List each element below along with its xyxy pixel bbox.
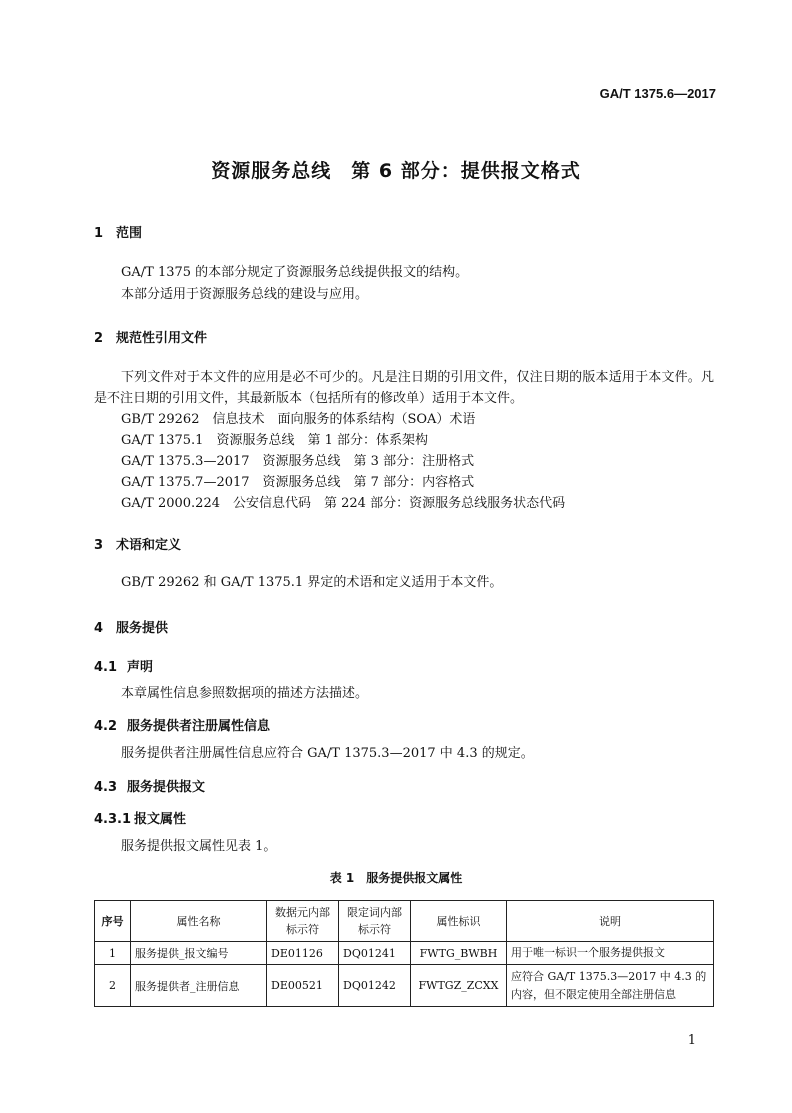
document-code: GA/T 1375.6—2017 xyxy=(599,86,716,101)
paragraph: 本章属性信息参照数据项的描述方法描述。 xyxy=(121,686,369,701)
section-number: 2 xyxy=(94,331,104,346)
section-number: 4.3 xyxy=(94,780,118,795)
section-title: 声明 xyxy=(127,660,154,675)
section-4-3-heading xyxy=(94,776,205,795)
reference-item: GA/T 1375.7—2017 资源服务总线 第 7 部分：内容格式 xyxy=(121,475,475,490)
section-number: 4.1 xyxy=(94,660,118,675)
header-cell: 序号 xyxy=(95,901,131,942)
table-cell: 服务提供_报文编号 xyxy=(131,942,267,965)
paragraph: 服务提供报文属性见表 1。 xyxy=(121,839,277,854)
paragraph: GB/T 29262 和 GA/T 1375.1 界定的术语和定义适用于本文件。 xyxy=(121,575,503,590)
table-cell: 1 xyxy=(95,942,131,965)
table-cell: 2 xyxy=(95,965,131,1007)
header-cell: 数据元内部标示符 xyxy=(267,901,339,942)
section-title: 规范性引用文件 xyxy=(116,331,208,346)
paragraph: 下列文件对于本文件的应用是必不可少的。凡是注日期的引用文件，仅注日期的版本适用于本文件。凡是不注日期的引用文件，其最新版本（包括所有的修改单）适用于本文件。 xyxy=(94,370,714,406)
table-cell: 应符合 GA/T 1375.3—2017 中 4.3 的内容，但不限定使用全部注册信息 xyxy=(507,965,714,1007)
section-title: 报文属性 xyxy=(134,812,187,827)
properties-table xyxy=(94,900,714,1007)
header-cell: 属性名称 xyxy=(131,901,267,942)
section-4-1-heading xyxy=(94,656,153,675)
section-4-3-1-heading xyxy=(94,808,186,827)
paragraph: 服务提供者注册属性信息应符合 GA/T 1375.3—2017 中 4.3 的规定。 xyxy=(121,746,534,761)
section-number: 4 xyxy=(94,621,104,636)
paragraph: GA/T 1375 的本部分规定了资源服务总线提供报文的结构。 xyxy=(121,265,469,280)
section-title: 范围 xyxy=(116,226,143,241)
page-number: 1 xyxy=(687,1033,696,1048)
table-cell: 用于唯一标识一个服务提供报文 xyxy=(507,942,714,965)
table-cell: 服务提供者_注册信息 xyxy=(131,965,267,1007)
table-cell: FWTGZ_ZCXX xyxy=(411,965,507,1007)
table-cell: DE00521 xyxy=(267,965,339,1007)
section-number: 3 xyxy=(94,538,104,553)
section-title: 术语和定义 xyxy=(116,538,182,553)
section-4-2-heading xyxy=(94,715,270,734)
section-title: 服务提供 xyxy=(116,621,169,636)
table-cell: DQ01242 xyxy=(339,965,411,1007)
reference-item: GB/T 29262 信息技术 面向服务的体系结构（SOA）术语 xyxy=(121,412,476,427)
table-cell: FWTG_BWBH xyxy=(411,942,507,965)
table-header-row xyxy=(95,901,714,942)
reference-item: GA/T 1375.3—2017 资源服务总线 第 3 部分：注册格式 xyxy=(121,454,475,469)
section-2-heading xyxy=(94,327,207,346)
section-1-heading xyxy=(94,222,142,241)
table-cell: DQ01241 xyxy=(339,942,411,965)
section-4-heading xyxy=(94,617,168,636)
header-cell: 说明 xyxy=(507,901,714,942)
header-cell: 限定词内部标示符 xyxy=(339,901,411,942)
reference-item: GA/T 2000.224 公安信息代码 第 224 部分：资源服务总线服务状态代码 xyxy=(121,496,566,511)
table-row xyxy=(95,965,714,1007)
table-row xyxy=(95,942,714,965)
section-title: 服务提供报文 xyxy=(127,780,206,795)
section-3-heading xyxy=(94,534,181,553)
header-cell: 属性标识 xyxy=(411,901,507,942)
document-title: 资源服务总线 第 6 部分：提供报文格式 xyxy=(211,160,581,182)
section-number: 1 xyxy=(94,226,104,241)
table-caption: 表 1 服务提供报文属性 xyxy=(329,871,463,885)
section-title: 服务提供者注册属性信息 xyxy=(127,719,271,734)
paragraph: 本部分适用于资源服务总线的建设与应用。 xyxy=(121,287,369,302)
reference-item: GA/T 1375.1 资源服务总线 第 1 部分：体系架构 xyxy=(121,433,428,448)
section-number: 4.2 xyxy=(94,719,118,734)
section-number: 4.3.1 xyxy=(94,812,132,827)
table-cell: DE01126 xyxy=(267,942,339,965)
